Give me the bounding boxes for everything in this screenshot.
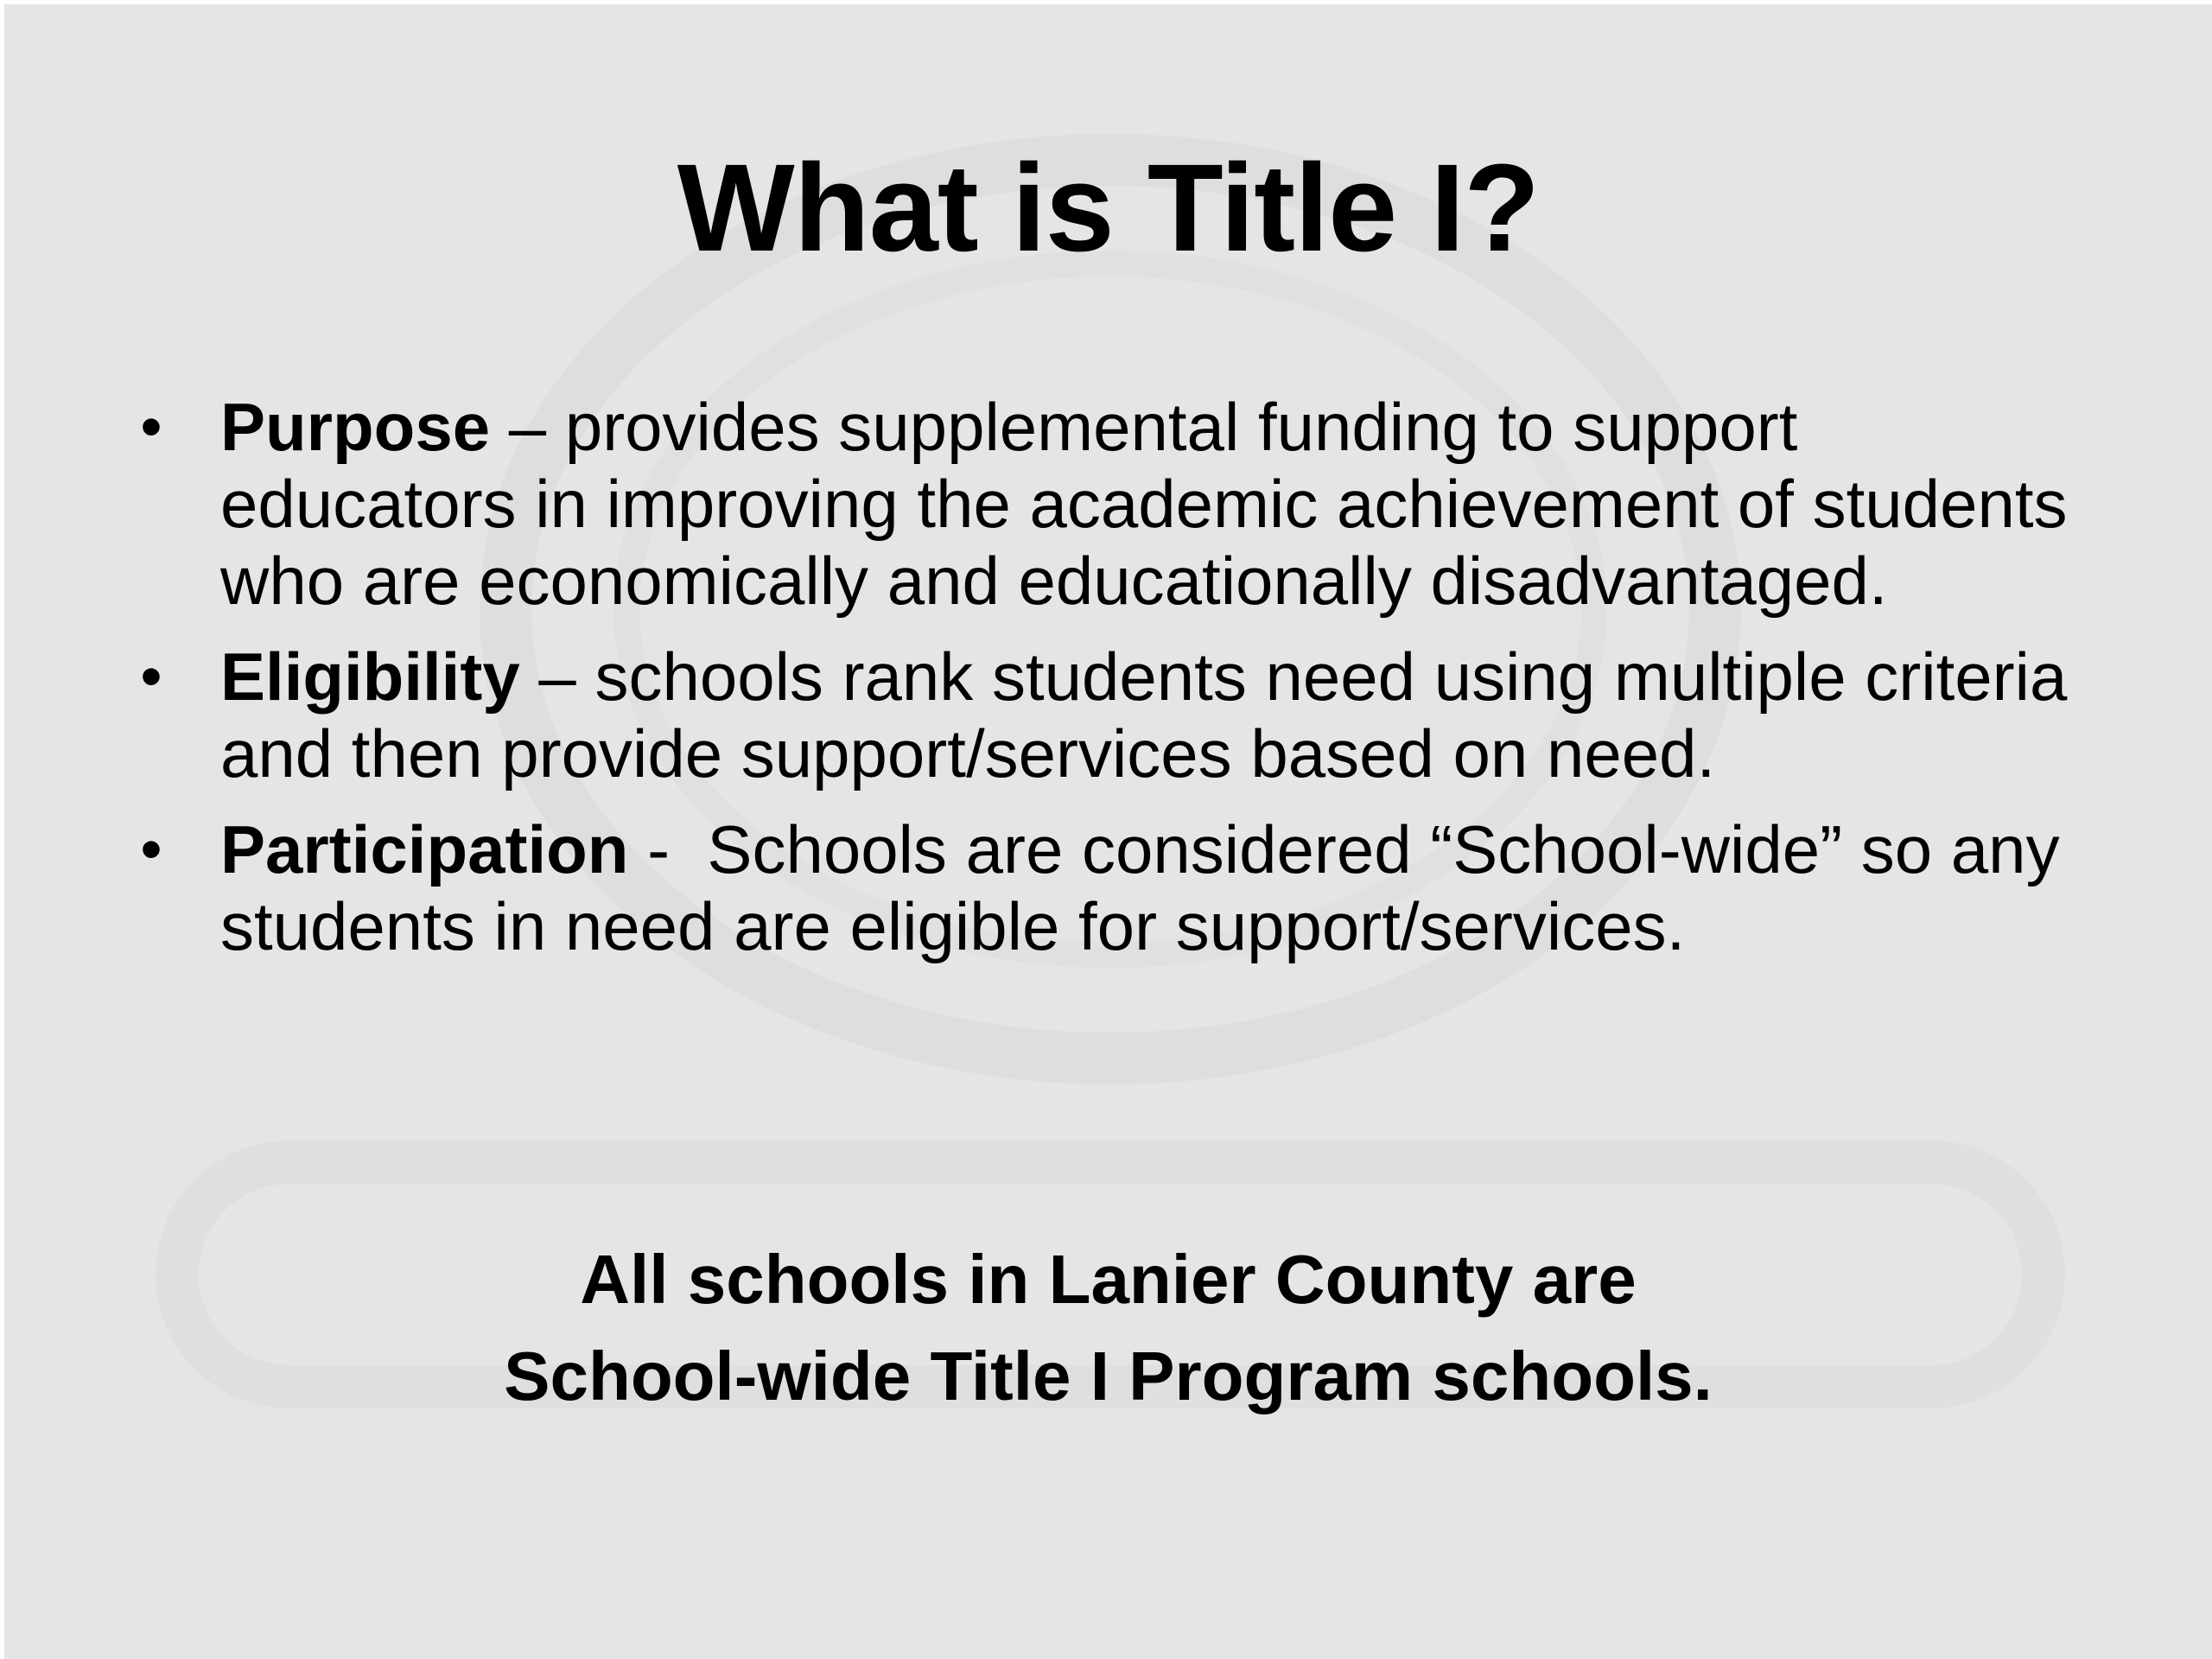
slide bbox=[4, 4, 2212, 1659]
bullet-item-eligibility bbox=[134, 639, 2095, 792]
slide-title: What is Title I? bbox=[677, 138, 1540, 277]
closing-line-1: All schools in Lanier County are bbox=[580, 1241, 1637, 1318]
bullet-item-participation bbox=[134, 811, 2095, 965]
bullet-dot-icon: • bbox=[140, 815, 162, 884]
bullet-dot-icon: • bbox=[140, 392, 162, 461]
bullet-list bbox=[134, 389, 2095, 984]
bullet-text: provides supplemental funding to support educators in improving the academic achievement of students who are economically and educationally disadvantaged. bbox=[220, 389, 2068, 619]
bullet-term: Participation bbox=[220, 811, 629, 887]
bullet-item-purpose bbox=[134, 389, 2095, 620]
bullet-text: schools rank students need using multiple criteria and then provide support/services based on need. bbox=[220, 639, 2068, 791]
bullet-separator: – bbox=[519, 639, 595, 715]
bullet-separator: - bbox=[628, 811, 708, 887]
closing-line-2: School-wide Title I Program schools. bbox=[504, 1338, 1713, 1414]
bullet-separator: – bbox=[490, 389, 565, 465]
bullet-text: Schools are considered “School-wide” so any students in need are eligible for support/services. bbox=[220, 811, 2060, 964]
closing-statement bbox=[4, 1231, 2212, 1425]
bullet-term: Purpose bbox=[220, 389, 491, 465]
bullet-dot-icon: • bbox=[140, 642, 162, 711]
bullet-term: Eligibility bbox=[220, 639, 520, 715]
